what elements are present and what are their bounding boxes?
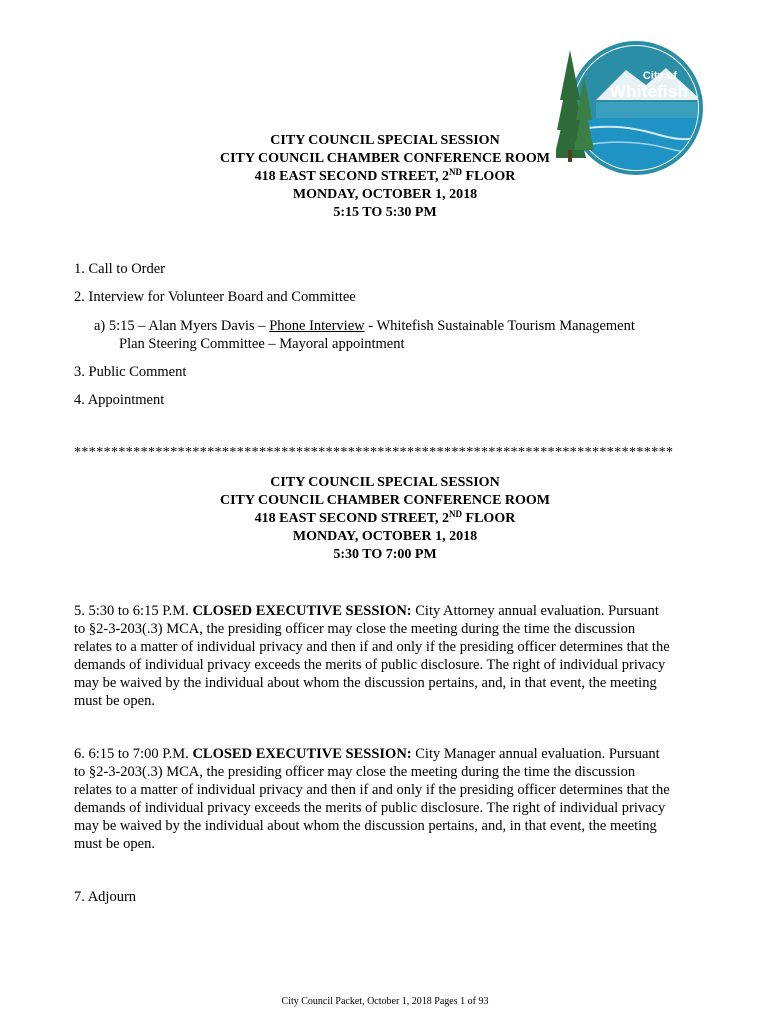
agenda-item-6: 6. 6:15 to 7:00 P.M. CLOSED EXECUTIVE SESSION: City Manager annual evaluation. Pursuant to §2-3-203(.3) MCA, the presiding officer may close the meeting during the time the discussion relates to a matter of individual privacy and then if and only if the presiding officer determines that the demands of individual privacy exceeds the merits of public disclosure. The right of individual privacy may be waived by the individual about whom the discussion pertains, and, in that event, the meeting must be open. (74, 746, 670, 852)
session-header-2 (0, 474, 770, 564)
header-location: CITY COUNCIL CHAMBER CONFERENCE ROOM (219, 493, 551, 508)
agenda-subitem-a: a) 5:15 – Alan Myers Davis – Phone Interview - Whitefish Sustainable Tourism Management Plan Steering Committee – Mayoral appointment (94, 318, 635, 352)
header-address: 418 EAST SECOND STREET, 2ND FLOOR (254, 167, 516, 184)
logo-text-whitefish: Whitefish (609, 82, 689, 101)
agenda-item-interview: 2. Interview for Volunteer Board and Committee (74, 289, 356, 305)
header-title: CITY COUNCIL SPECIAL SESSION (270, 133, 500, 148)
section-divider: ********************************************************************************* (74, 446, 674, 460)
header-date: MONDAY, OCTOBER 1, 2018 (292, 529, 478, 544)
session-header-1 (0, 132, 770, 222)
header-date: MONDAY, OCTOBER 1, 2018 (292, 187, 478, 202)
header-time: 5:30 TO 7:00 PM (333, 547, 437, 562)
agenda-item-call-to-order: 1. Call to Order (74, 261, 166, 277)
agenda-item-adjourn: 7. Adjourn (74, 889, 137, 905)
header-address: 418 EAST SECOND STREET, 2ND FLOOR (254, 509, 516, 526)
phone-interview-link: Phone Interview (269, 318, 365, 334)
logo-text-city-of: City of (642, 70, 678, 82)
agenda-item-appointment: 4. Appointment (74, 392, 165, 408)
header-location: CITY COUNCIL CHAMBER CONFERENCE ROOM (219, 151, 551, 166)
agenda-item-5: 5. 5:30 to 6:15 P.M. CLOSED EXECUTIVE SESSION: City Attorney annual evaluation. Pursuant to §2-3-203(.3) MCA, the presiding officer may close the meeting during the time the discussion relates to a matter of individual privacy and then if and only if the presiding officer determines that the demands of individual privacy exceeds the merits of public disclosure. The right of individual privacy may be waived by the individual about whom the discussion pertains, and, in that event, the meeting must be open. (74, 603, 670, 709)
page-footer: City Council Packet, October 1, 2018 Pages 1 of 93 (281, 996, 489, 1007)
header-time: 5:15 TO 5:30 PM (333, 205, 437, 220)
header-title: CITY COUNCIL SPECIAL SESSION (270, 475, 500, 490)
agenda-item-public-comment: 3. Public Comment (74, 364, 187, 380)
